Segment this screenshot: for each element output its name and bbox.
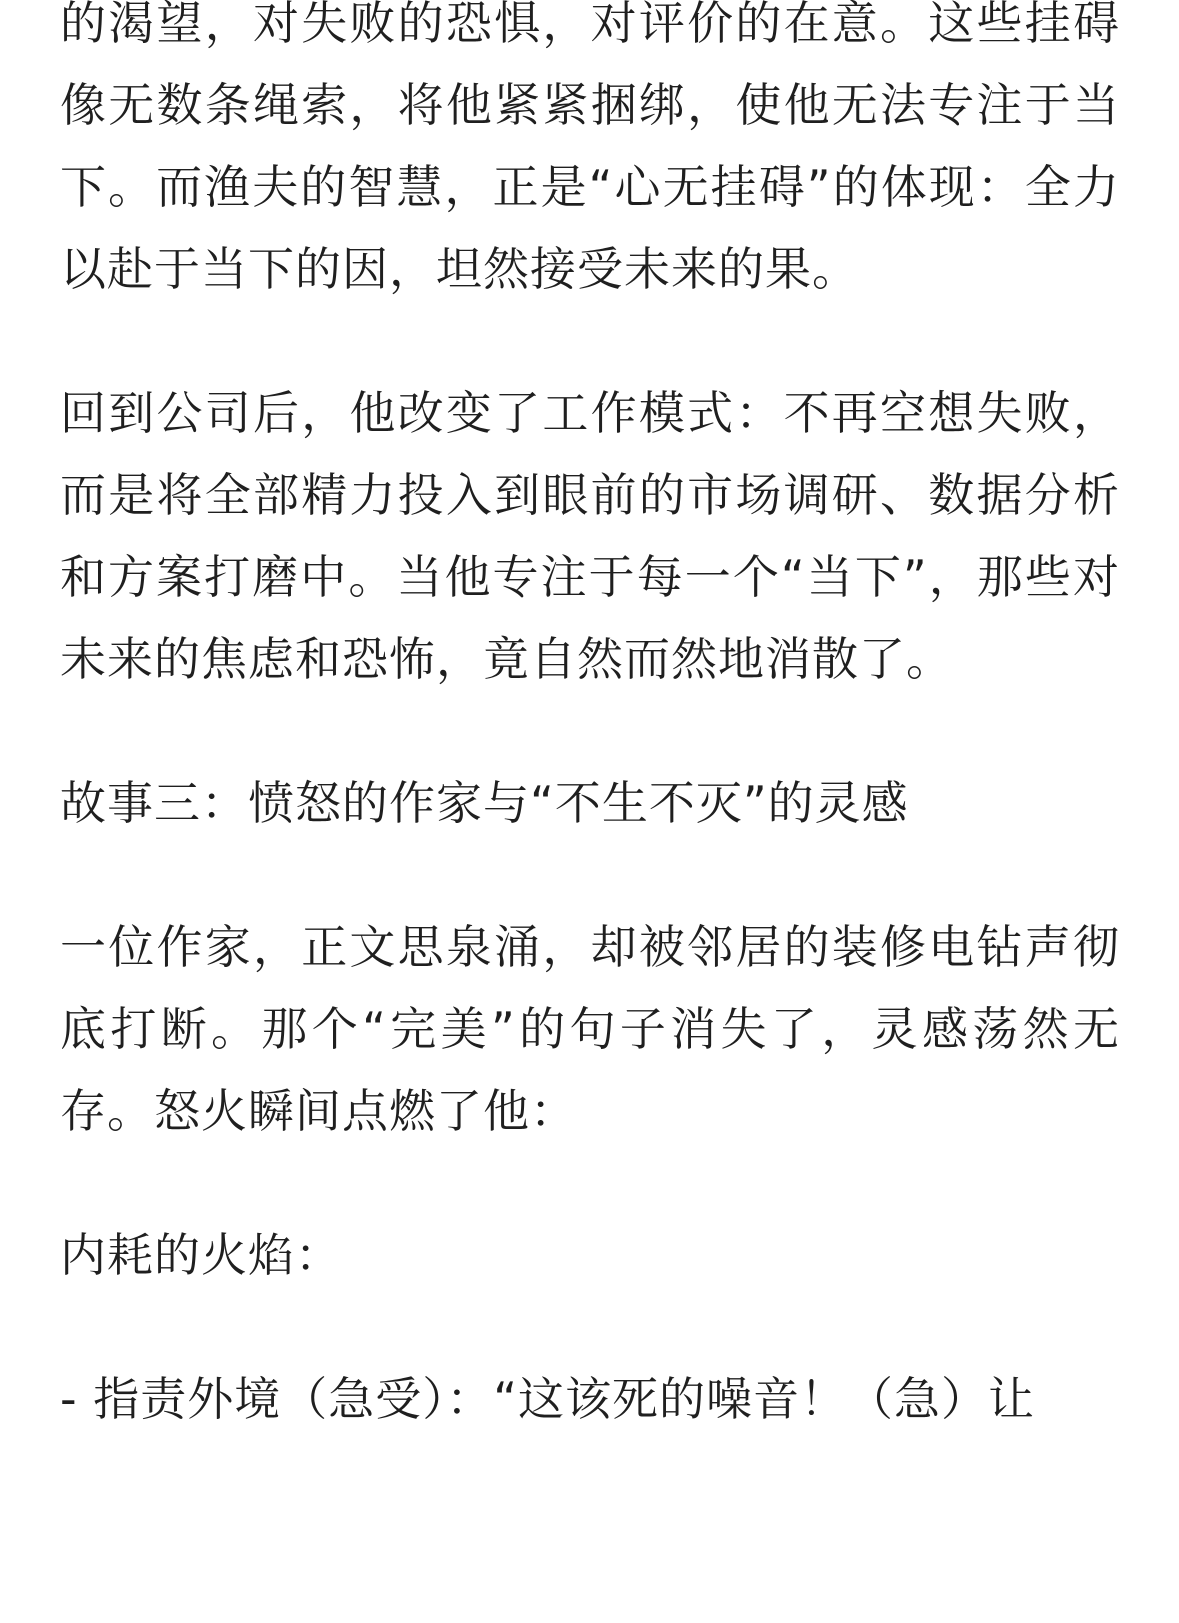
story-three-heading: 故事三：愤怒的作家与“不生不灭”的灵感 — [60, 776, 909, 830]
article-body — [60, 0, 1120, 1502]
paragraph-writer: 一位作家，正文思泉涌，却被邻居的装修电钻声彻底打断。那个“完美”的句子消失了，灵感荡然无存。怒火瞬间点燃了他： — [60, 920, 1120, 1138]
paragraph-back-to-work: 回到公司后，他改变了工作模式：不再空想失败，而是将全部精力投入到眼前的市场调研、数据分析和方案打磨中。当他专注于每一个“当下”，那些对未来的焦虑和恐怖，竟自然而然地消散了。 — [60, 386, 1120, 686]
paragraph-blame-list-item: - 指责外境（急受）：“这该死的噪音！（急）让 — [60, 1372, 1036, 1426]
paragraph-inner-fire: 内耗的火焰： — [60, 1228, 342, 1282]
paragraph-attachments: 的渴望，对失败的恐惧，对评价的在意。这些挂碍像无数条绳索，将他紧紧捆绑，使他无法专注于当下。而渔夫的智慧，正是“心无挂碍”的体现：全力以赴于当下的因，坦然接受未来的果。 — [60, 0, 1120, 296]
